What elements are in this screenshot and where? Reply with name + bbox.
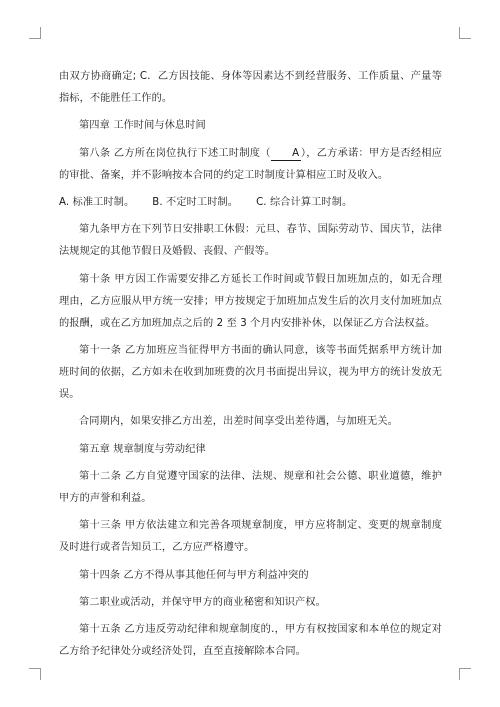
article-13: 第十三条 甲方依法建立和完善各项规章制度，甲方应将制定、变更的规章制度及时进行或者告知员工，乙方应严格遵守。 xyxy=(59,520,442,554)
paragraph-business-travel: 合同期内，如果安排乙方出差，出差时间享受出差待遇，与加班无关。 xyxy=(79,416,398,428)
article-9: 第九条甲方在下列节日安排职工休假：元旦、春节、国际劳动节、国庆节，法律法规规定的其他节假日及婚假、丧假、产假等。 xyxy=(59,224,442,258)
paragraph-continuation: 由双方协商确定; C．乙方因技能、身体等因素达不到经营服务、工作质量、产量等指标，不能胜任工作的。 xyxy=(59,71,442,104)
crop-mark-top-right xyxy=(459,27,471,39)
article-15: 第十五条 乙方违反劳动纪律和规章制度的.，甲方有权按国家和本单位的规定对乙方给予纪律处分或经济处罚，直至直接解除本合同。 xyxy=(59,624,442,658)
option-a: A. 标准工时制。 xyxy=(59,197,135,209)
chapter-heading-5: 第五章 规章制度与劳动纪律 xyxy=(79,443,206,455)
option-b: B. 不定时工时制。 xyxy=(152,197,239,209)
option-c: C. 综合计算工时制。 xyxy=(256,197,353,209)
article-10: 第十条 甲方因工作需要安排乙方延长工作时间或节假日加班加点的，如无合理理由，乙方应服从甲方统一安排；甲方按规定于加班加点发生后的次月支付加班加点的报酬，或在乙方加班加点之后的 2 至 3 个月内安排补休，以保证乙方合法权益。 xyxy=(59,273,442,329)
article-8 xyxy=(59,143,442,187)
crop-mark-bottom-left xyxy=(29,668,41,680)
article-11: 第十一条 乙方加班应当征得甲方书面的确认同意，该等书面凭据系甲方统计加班时间的依据，乙方如未在收到加班费的次月书面提出异议，视为甲方的统计发放无误。 xyxy=(59,344,442,400)
crop-mark-bottom-right xyxy=(459,668,471,680)
article-14: 第十四条 乙方不得从事其他任何与甲方利益冲突的 xyxy=(79,569,309,581)
document-body xyxy=(59,66,442,669)
work-hour-options xyxy=(59,192,442,214)
crop-mark-top-left xyxy=(29,27,41,39)
paragraph-trade-secrets: 第二职业或活动，并保守甲方的商业秘密和知识产权。 xyxy=(79,597,326,609)
article-8-suffix: ），乙方承诺：甲方是否经相应的审批、备案，并不影响按本合同的约定工时制度计算相应工时及收入。 xyxy=(59,147,442,181)
chapter-heading-4: 第四章 工作时间与休息时间 xyxy=(79,120,206,132)
article-8-prefix: 第八条 乙方所在岗位执行下述工时制度（ xyxy=(79,147,271,159)
article-12: 第十二条 乙方自觉遵守国家的法律、法规、规章和社会公德、职业道德，维护甲方的声誉和利益。 xyxy=(59,471,442,504)
work-hours-blank: A xyxy=(271,148,301,161)
